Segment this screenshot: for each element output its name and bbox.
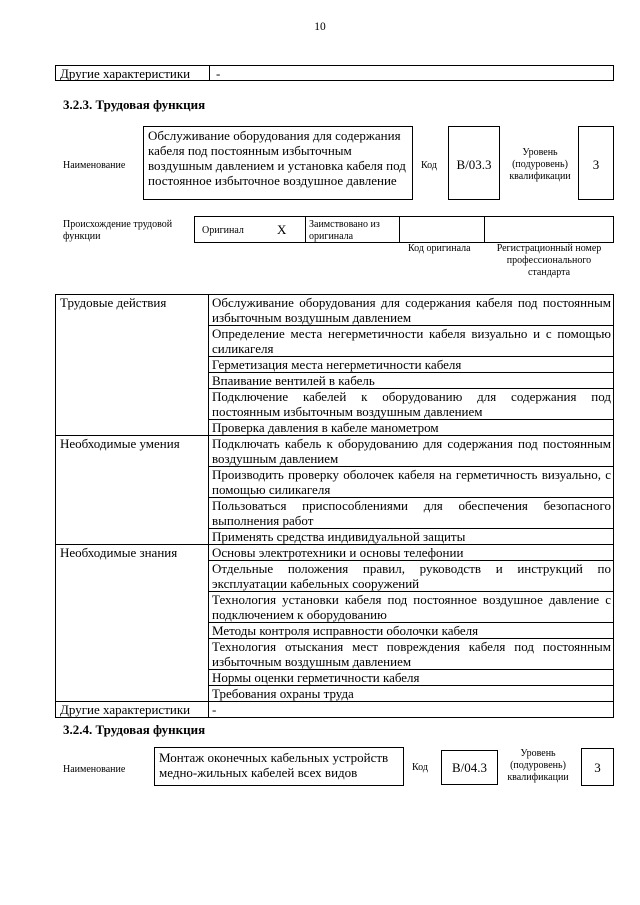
origin-label: Происхождение трудовой функции [63, 219, 173, 242]
code-label-324: Код [412, 762, 428, 773]
labor-action-item: Впаивание вентилей в кабель [209, 373, 614, 389]
knowledge-item: Нормы оценки герметичности кабеля [209, 670, 614, 686]
divider [305, 217, 306, 242]
divider [484, 217, 485, 242]
name-value-324: Монтаж оконечных кабельных устройств медно-жильных кабелей всех видов [154, 747, 404, 786]
labor-function-table [55, 294, 614, 718]
name-label-324: Наименование [63, 764, 126, 775]
code-value-324: B/04.3 [441, 750, 498, 785]
level-value-324: 3 [581, 748, 614, 786]
knowledge-item: Требования охраны труда [209, 686, 614, 702]
code-original-label: Код оригинала [408, 243, 471, 254]
labor-action-item: Определение места негерметичности кабеля визуально и с помощью силикагеля [209, 326, 614, 357]
top-other-label: Другие характеристики [60, 66, 191, 81]
level-label-324: Уровень (подуровень) квалификации [507, 748, 569, 783]
labor-actions-label: Трудовые действия [56, 295, 209, 436]
labor-action-item: Подключение кабелей к оборудованию для содержания под постоянным избыточным воздушным давлением [209, 389, 614, 420]
registration-number-label: Регистрационный номер профессионального стандарта [496, 243, 602, 278]
other-characteristics-value: - [209, 702, 614, 718]
labor-action-item: Герметизация места негерметичности кабеля [209, 357, 614, 373]
origin-box [194, 216, 614, 243]
name-label-323: Наименование [63, 160, 126, 171]
page-number: 10 [314, 21, 326, 33]
skill-item: Пользоваться приспособлениями для обеспечения безопасного выполнения работ [209, 498, 614, 529]
original-label: Оригинал [202, 225, 244, 236]
skill-item: Подключать кабель к оборудованию для содержания под постоянным воздушным давлением [209, 436, 614, 467]
labor-action-item: Обслуживание оборудования для содержания кабеля под постоянным избыточным воздушным давлением [209, 295, 614, 326]
level-value-323: 3 [578, 126, 614, 200]
original-mark: X [277, 222, 287, 237]
divider [399, 217, 400, 242]
name-value-323: Обслуживание оборудования для содержания кабеля под постоянным избыточным воздушным давлением и установка кабеля под постоянное избыточное воздушное давление [143, 126, 413, 200]
labor-action-item: Проверка давления в кабеле манометром [209, 420, 614, 436]
other-characteristics-label: Другие характеристики [56, 702, 209, 718]
code-value-323: B/03.3 [448, 126, 500, 200]
skill-item: Производить проверку оболочек кабеля на герметичность визуально, с помощью силикагеля [209, 467, 614, 498]
code-label-323: Код [421, 160, 437, 171]
knowledge-item: Технология установки кабеля под постоянное воздушное давление с подключением к оборудованию [209, 592, 614, 623]
skills-label: Необходимые умения [56, 436, 209, 545]
knowledge-item: Отдельные положения правил, руководств и инструкций по эксплуатации кабельных сооружений [209, 561, 614, 592]
section-heading-324: 3.2.4. Трудовая функция [63, 722, 206, 737]
knowledge-label: Необходимые знания [56, 545, 209, 702]
section-heading-323: 3.2.3. Трудовая функция [63, 97, 206, 112]
knowledge-item: Методы контроля исправности оболочки кабеля [209, 623, 614, 639]
borrowed-label: Заимствовано из оригинала [309, 219, 380, 242]
top-other-value: - [216, 66, 221, 81]
knowledge-item: Технология отыскания мест повреждения кабеля под постоянным избыточным воздушным давлением [209, 639, 614, 670]
knowledge-item: Основы электротехники и основы телефонии [209, 545, 614, 561]
top-other-row [55, 65, 614, 81]
level-label-323: Уровень (подуровень) квалификации [509, 147, 571, 182]
divider [209, 66, 210, 80]
skill-item: Применять средства индивидуальной защиты [209, 529, 614, 545]
